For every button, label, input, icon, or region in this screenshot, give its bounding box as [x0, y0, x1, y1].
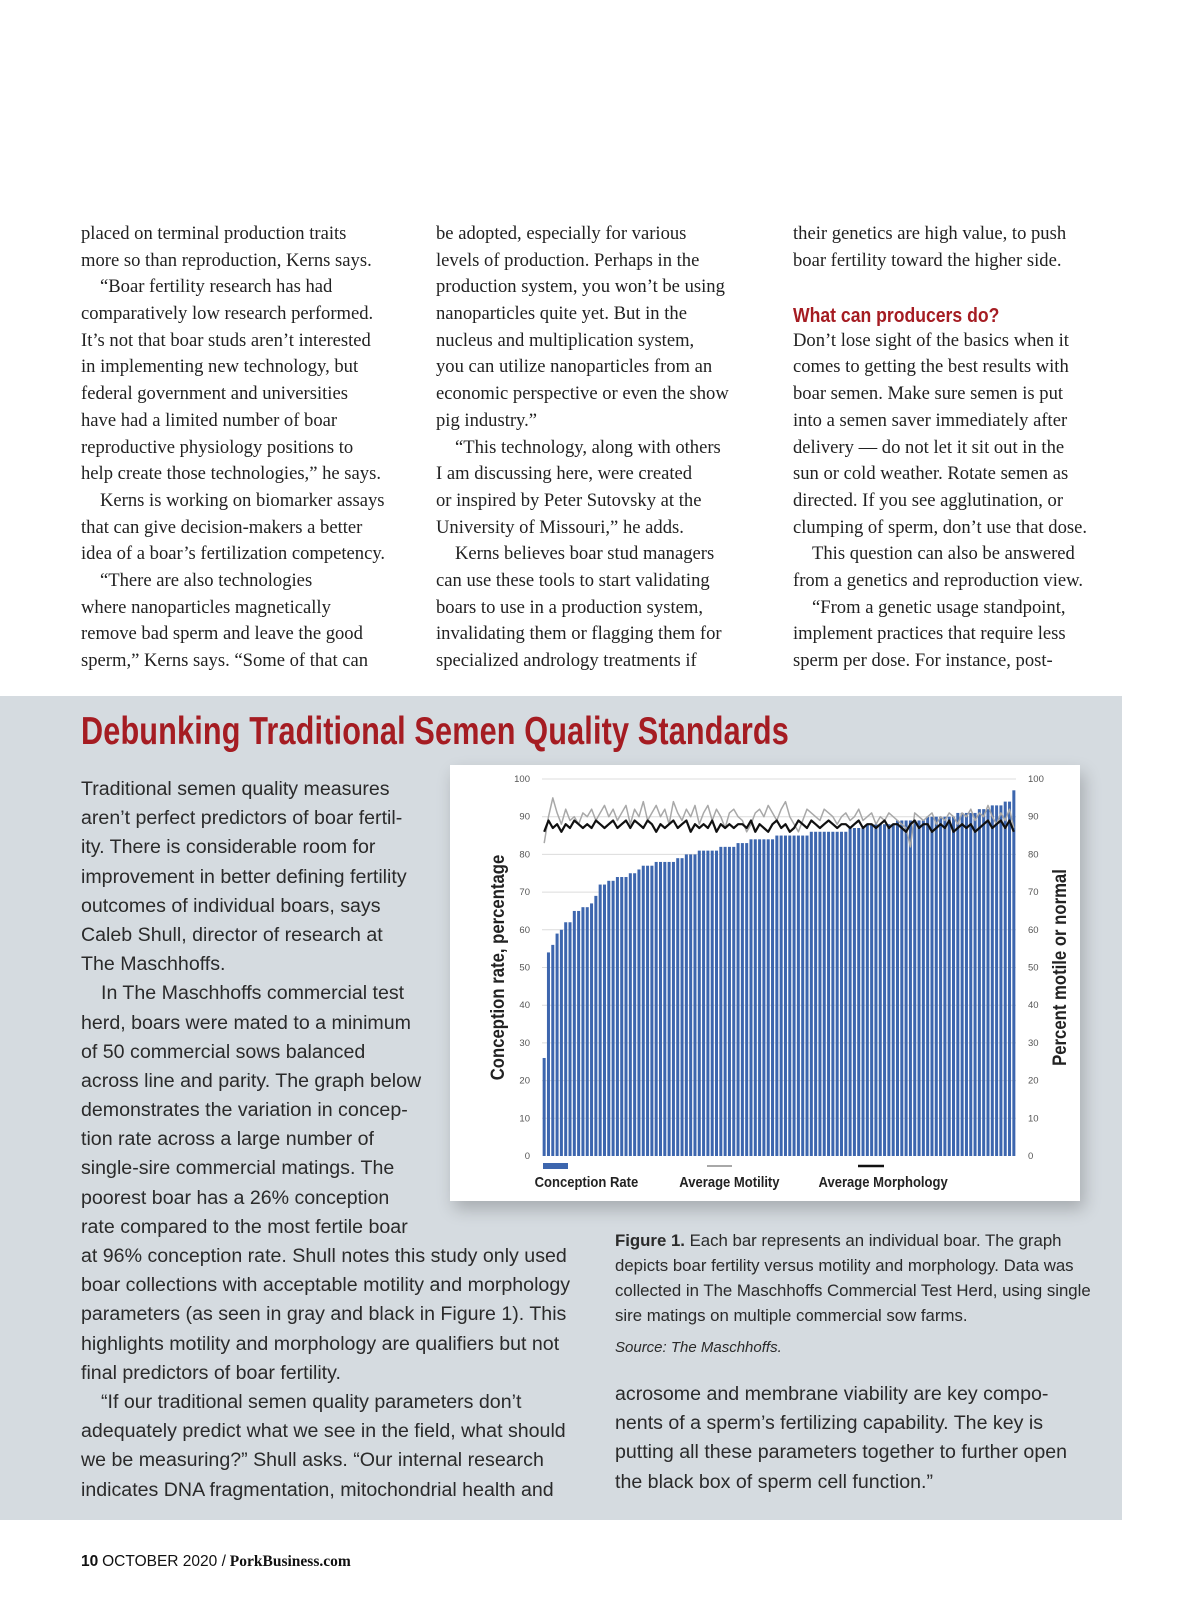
bar-conception-rate: [625, 877, 628, 1156]
chart-svg: [450, 765, 1080, 1201]
bar-conception-rate: [681, 858, 684, 1156]
text-line: be adopted, especially for various: [436, 223, 687, 244]
paragraph: [81, 221, 421, 274]
text-line: the black box of sperm cell function.”: [615, 1470, 934, 1493]
y2-tick-label: 10: [1028, 1113, 1039, 1125]
bar-conception-rate: [918, 820, 921, 1156]
y2-tick-label: 50: [1028, 962, 1039, 974]
bar-conception-rate: [1012, 790, 1015, 1156]
bar-conception-rate: [930, 817, 933, 1156]
bar-conception-rate: [577, 911, 580, 1156]
bar-conception-rate: [784, 836, 787, 1156]
text-line: their genetics are high value, to push: [793, 223, 1067, 244]
bar-conception-rate: [594, 896, 597, 1156]
paragraph: [81, 1388, 570, 1505]
text-line: aren’t perfect predictors of boar fertil-: [81, 807, 403, 830]
text-line: single-sire commercial matings. The: [81, 1157, 395, 1180]
text-line: where nanoparticles magnetically: [81, 596, 331, 618]
text-line: that can give decision-makers a better: [81, 516, 363, 538]
text-line: boars to use in a production system,: [436, 596, 703, 618]
text-line: “There are also technologies: [100, 569, 313, 591]
text-line: tion rate across a large number of: [81, 1128, 374, 1151]
bar-conception-rate: [831, 832, 834, 1156]
text-line: improvement in better defining fertility: [81, 865, 407, 888]
article-column-2: [436, 221, 776, 675]
text-line: economic perspective or even the show: [436, 383, 729, 405]
page-number: 10: [81, 1553, 99, 1570]
text-line: across line and parity. The graph below: [81, 1069, 422, 1092]
bar-conception-rate: [685, 854, 688, 1156]
bar-conception-rate: [926, 817, 929, 1156]
bar-conception-rate: [978, 809, 981, 1156]
bar-conception-rate: [728, 847, 731, 1156]
bar-conception-rate: [655, 862, 658, 1156]
text-line: I am discussing here, were created: [436, 463, 693, 485]
text-line: help create those technologies,” he says.: [81, 463, 381, 485]
y2-tick-label: 30: [1028, 1037, 1039, 1049]
text-line: Kerns is working on biomarker assays: [100, 489, 385, 511]
text-line: we be measuring?” Shull asks. “Our internal research: [81, 1449, 544, 1472]
bar-conception-rate: [586, 907, 589, 1156]
bar-conception-rate: [569, 922, 572, 1156]
text-line: indicates DNA fragmentation, mitochondrial health and: [81, 1478, 554, 1501]
text-line: The Maschhoffs.: [81, 953, 226, 976]
y-tick-label: 20: [519, 1075, 530, 1087]
text-line: acrosome and membrane viability are key compo-: [615, 1383, 1049, 1405]
bar-conception-rate: [732, 847, 735, 1156]
text-line: “This technology, along with others: [455, 436, 721, 458]
text-line: sun or cold weather. Rotate semen as: [793, 463, 1069, 485]
text-line: clumping of sperm, don’t use that dose.: [793, 516, 1088, 538]
y-tick-label: 30: [519, 1037, 530, 1049]
spacer: [793, 274, 1133, 301]
bar-conception-rate: [797, 836, 800, 1156]
bar-conception-rate: [633, 873, 636, 1156]
bar-conception-rate: [737, 843, 740, 1156]
paragraph: [436, 221, 776, 435]
bar-conception-rate: [879, 824, 882, 1156]
y2-axis-label: Percent motile or normal: [1049, 869, 1071, 1066]
bar-conception-rate: [547, 952, 550, 1156]
bar-conception-rate: [840, 832, 843, 1156]
bar-conception-rate: [788, 836, 791, 1156]
text-line: more so than reproduction, Kerns says.: [81, 249, 372, 271]
bar-conception-rate: [1008, 802, 1011, 1156]
y2-tick-label: 80: [1028, 849, 1039, 861]
bar-conception-rate: [741, 843, 744, 1156]
text-line: remove bad sperm and leave the good: [81, 623, 363, 645]
text-line: “If our traditional semen quality parameters don’t: [101, 1390, 522, 1413]
page-footer: [81, 1553, 351, 1571]
text-line: into a semen saver immediately after: [793, 409, 1068, 431]
bar-conception-rate: [771, 839, 774, 1156]
text-line: rate compared to the most fertile boar: [81, 1215, 408, 1238]
line-average-morphology: [544, 821, 1014, 832]
bar-conception-rate: [939, 817, 942, 1156]
y-tick-label: 90: [519, 811, 530, 823]
bar-conception-rate: [935, 817, 938, 1156]
bar-conception-rate: [612, 881, 615, 1156]
text-line: can use these tools to start validating: [436, 569, 710, 591]
bar-conception-rate: [629, 873, 632, 1156]
text-line: In The Maschhoffs commercial test: [101, 982, 405, 1005]
bar-conception-rate: [543, 1058, 546, 1156]
text-line: idea of a boar’s fertilization competency.: [81, 543, 386, 565]
text-line: reproductive physiology positions to: [81, 436, 354, 458]
bar-conception-rate: [874, 824, 877, 1156]
text-line: Traditional semen quality measures: [81, 778, 390, 800]
bar-conception-rate: [676, 858, 679, 1156]
text-line: final predictors of boar fertility.: [81, 1361, 341, 1384]
text-line: specialized andrology treatments if: [436, 650, 697, 671]
legend-label-average-morphology: Average Morphology: [818, 1174, 948, 1191]
bar-conception-rate: [887, 824, 890, 1156]
y-tick-label: 0: [524, 1151, 530, 1162]
legend-swatch-conception-rate: [543, 1163, 568, 1169]
text-line: adequately predict what we see in the field, what should: [81, 1420, 566, 1443]
bar-conception-rate: [620, 877, 623, 1156]
paragraph: [793, 595, 1133, 675]
bar-conception-rate: [862, 828, 865, 1156]
bar-conception-rate: [853, 828, 856, 1156]
text-line: poorest boar has a 26% conception: [81, 1186, 390, 1209]
bar-conception-rate: [767, 839, 770, 1156]
paragraph: [81, 488, 421, 568]
bar-conception-rate: [943, 817, 946, 1156]
legend-label-conception-rate: Conception Rate: [534, 1174, 639, 1191]
text-line: highlights motility and morphology are qualifiers but not: [81, 1332, 560, 1355]
bar-conception-rate: [715, 851, 718, 1156]
text-line: invalidating them or flagging them for: [436, 623, 722, 645]
bar-conception-rate: [706, 851, 709, 1156]
y2-tick-label: 40: [1028, 1000, 1039, 1012]
text-line: federal government and universities: [81, 383, 348, 405]
paragraph: [436, 541, 776, 674]
legend-label-average-motility: Average Motility: [679, 1174, 780, 1191]
bar-conception-rate: [780, 836, 783, 1156]
figure-caption: [615, 1228, 1095, 1360]
bar-conception-rate: [599, 885, 602, 1156]
bar-conception-rate: [956, 813, 959, 1156]
bar-conception-rate: [719, 847, 722, 1156]
text-line: herd, boars were mated to a minimum: [81, 1011, 411, 1034]
bar-conception-rate: [646, 866, 649, 1156]
y-tick-label: 40: [519, 1000, 530, 1012]
text-line: you can utilize nanoparticles from an: [436, 356, 713, 378]
bar-conception-rate: [982, 809, 985, 1156]
caption-text: Each bar represents an individual boar. The graph depicts boar fertility versus motility and morphology. Data was collected in The Maschhoffs Commercial Test Herd, using single sire matings on multiple commercial sow farms.: [615, 1231, 1091, 1325]
text-line: putting all these parameters together to further open: [615, 1441, 1068, 1464]
y-tick-label: 80: [519, 849, 530, 861]
paragraph: [436, 435, 776, 542]
article-column-1: [81, 221, 421, 675]
bar-conception-rate: [758, 839, 761, 1156]
text-line: boar fertility toward the higher side.: [793, 249, 1062, 271]
bar-conception-rate: [556, 934, 559, 1156]
paragraph: [615, 1380, 1067, 1497]
bar-conception-rate: [603, 885, 606, 1156]
text-line: This question can also be answered: [812, 543, 1075, 565]
sidebar-title: Debunking Traditional Semen Quality Standards: [81, 710, 789, 753]
sidebar-body-right: [615, 1380, 1067, 1497]
y-tick-label: 100: [514, 774, 530, 785]
text-line: Kerns believes boar stud managers: [455, 543, 715, 565]
text-line: delivery — do not let it sit out in the: [793, 436, 1065, 458]
bar-conception-rate: [1004, 802, 1007, 1156]
bar-conception-rate: [659, 862, 662, 1156]
text-line: or inspired by Peter Sutovsky at the: [436, 489, 702, 511]
y-tick-label: 50: [519, 962, 530, 974]
bar-conception-rate: [948, 817, 951, 1156]
paragraph: [81, 568, 421, 675]
y2-tick-label: 0: [1028, 1151, 1034, 1162]
text-line: directed. If you see agglutination, or: [793, 489, 1064, 511]
y2-tick-label: 20: [1028, 1075, 1039, 1087]
text-line: sperm per dose. For instance, post-: [793, 650, 1053, 671]
bar-conception-rate: [866, 824, 869, 1156]
text-line: It’s not that boar studs aren’t interested: [81, 329, 371, 351]
paragraph: [793, 328, 1133, 542]
bar-conception-rate: [762, 839, 765, 1156]
text-line: nents of a sperm’s fertilizing capability. The key is: [615, 1412, 1043, 1435]
bar-conception-rate: [616, 877, 619, 1156]
text-line: comparatively low research performed.: [81, 303, 374, 325]
bar-conception-rate: [749, 839, 752, 1156]
bar-conception-rate: [849, 828, 852, 1156]
bar-conception-rate: [892, 824, 895, 1156]
y2-tick-label: 90: [1028, 811, 1039, 823]
bar-conception-rate: [986, 809, 989, 1156]
bar-conception-rate: [745, 843, 748, 1156]
text-line: parameters (as seen in gray and black in Figure 1). This: [81, 1303, 567, 1326]
bar-conception-rate: [668, 862, 671, 1156]
bar-conception-rate: [793, 836, 796, 1156]
bar-conception-rate: [961, 813, 964, 1156]
caption-label: Figure 1.: [615, 1231, 685, 1250]
text-line: “Boar fertility research has had: [100, 276, 333, 298]
bar-conception-rate: [814, 832, 817, 1156]
bar-conception-rate: [965, 813, 968, 1156]
y2-tick-label: 70: [1028, 887, 1039, 899]
bar-conception-rate: [698, 851, 701, 1156]
bar-conception-rate: [900, 820, 903, 1156]
bar-conception-rate: [573, 911, 576, 1156]
bar-conception-rate: [637, 869, 640, 1156]
text-line: levels of production. Perhaps in the: [436, 249, 700, 271]
bar-conception-rate: [823, 832, 826, 1156]
text-line: of 50 commercial sows balanced: [81, 1040, 366, 1063]
bar-conception-rate: [702, 851, 705, 1156]
paragraph: [793, 541, 1133, 594]
text-line: University of Missouri,” he adds.: [436, 516, 684, 538]
bar-conception-rate: [775, 836, 778, 1156]
bar-conception-rate: [870, 824, 873, 1156]
text-line: Don’t lose sight of the basics when it: [793, 329, 1069, 351]
text-line: boar collections with acceptable motility and morphology: [81, 1274, 571, 1297]
bar-conception-rate: [844, 832, 847, 1156]
bar-conception-rate: [827, 832, 830, 1156]
text-line: nucleus and multiplication system,: [436, 329, 695, 351]
y2-tick-label: 100: [1028, 774, 1044, 785]
bar-conception-rate: [818, 832, 821, 1156]
bar-conception-rate: [952, 817, 955, 1156]
bar-conception-rate: [969, 813, 972, 1156]
bar-conception-rate: [663, 862, 666, 1156]
text-line: “From a genetic usage standpoint,: [812, 596, 1066, 618]
text-line: production system, you won’t be using: [436, 276, 725, 298]
bar-conception-rate: [581, 907, 584, 1156]
bar-conception-rate: [810, 832, 813, 1156]
figure-1-chart: [450, 765, 1080, 1201]
bar-conception-rate: [650, 866, 653, 1156]
bar-conception-rate: [642, 866, 645, 1156]
bar-conception-rate: [806, 836, 809, 1156]
bar-conception-rate: [689, 854, 692, 1156]
bar-conception-rate: [974, 813, 977, 1156]
bar-conception-rate: [857, 828, 860, 1156]
text-line: pig industry.”: [436, 409, 538, 431]
text-line: demonstrates the variation in concep-: [81, 1099, 408, 1122]
y-tick-label: 70: [519, 887, 530, 899]
bar-conception-rate: [560, 930, 563, 1156]
article-column-3: [793, 221, 1133, 675]
bar-conception-rate: [896, 820, 899, 1156]
bar-conception-rate: [883, 824, 886, 1156]
bar-conception-rate: [801, 836, 804, 1156]
text-line: in implementing new technology, but: [81, 356, 359, 378]
section-heading: What can producers do?: [793, 305, 1000, 328]
text-line: placed on terminal production traits: [81, 223, 347, 244]
bar-conception-rate: [922, 820, 925, 1156]
text-line: nanoparticles quite yet. But in the: [436, 303, 687, 325]
bar-conception-rate: [909, 820, 912, 1156]
bar-conception-rate: [999, 805, 1002, 1156]
y-tick-label: 60: [519, 924, 530, 936]
bar-conception-rate: [672, 862, 675, 1156]
text-line: have had a limited number of boar: [81, 409, 338, 431]
bar-conception-rate: [711, 851, 714, 1156]
y2-tick-label: 60: [1028, 924, 1039, 936]
bar-conception-rate: [836, 832, 839, 1156]
bar-conception-rate: [913, 820, 916, 1156]
text-line: from a genetics and reproduction view.: [793, 569, 1083, 591]
text-line: Caleb Shull, director of research at: [81, 923, 383, 946]
bar-conception-rate: [564, 922, 567, 1156]
issue-date: OCTOBER 2020 /: [102, 1553, 226, 1570]
bar-conception-rate: [905, 820, 908, 1156]
bar-conception-rate: [693, 854, 696, 1156]
bar-conception-rate: [995, 805, 998, 1156]
bar-conception-rate: [754, 839, 757, 1156]
bar-conception-rate: [551, 945, 554, 1156]
text-line: at 96% conception rate. Shull notes this study only used: [81, 1245, 567, 1267]
text-line: outcomes of individual boars, says: [81, 894, 381, 917]
text-line: sperm,” Kerns says. “Some of that can: [81, 650, 369, 671]
paragraph: [81, 274, 421, 488]
paragraph: [793, 221, 1133, 274]
bar-conception-rate: [590, 903, 593, 1156]
y-tick-label: 10: [519, 1113, 530, 1125]
text-line: ity. There is considerable room for: [81, 836, 376, 859]
text-line: comes to getting the best results with: [793, 356, 1069, 378]
bar-conception-rate: [991, 805, 994, 1156]
bar-conception-rate: [607, 881, 610, 1156]
site-name: PorkBusiness.com: [229, 1553, 351, 1570]
y-axis-label: Conception rate, percentage: [487, 854, 509, 1081]
text-line: implement practices that require less: [793, 623, 1066, 645]
bar-conception-rate: [724, 847, 727, 1156]
text-line: boar semen. Make sure semen is put: [793, 383, 1064, 405]
caption-source: Source: The Maschhoffs.: [615, 1339, 782, 1356]
